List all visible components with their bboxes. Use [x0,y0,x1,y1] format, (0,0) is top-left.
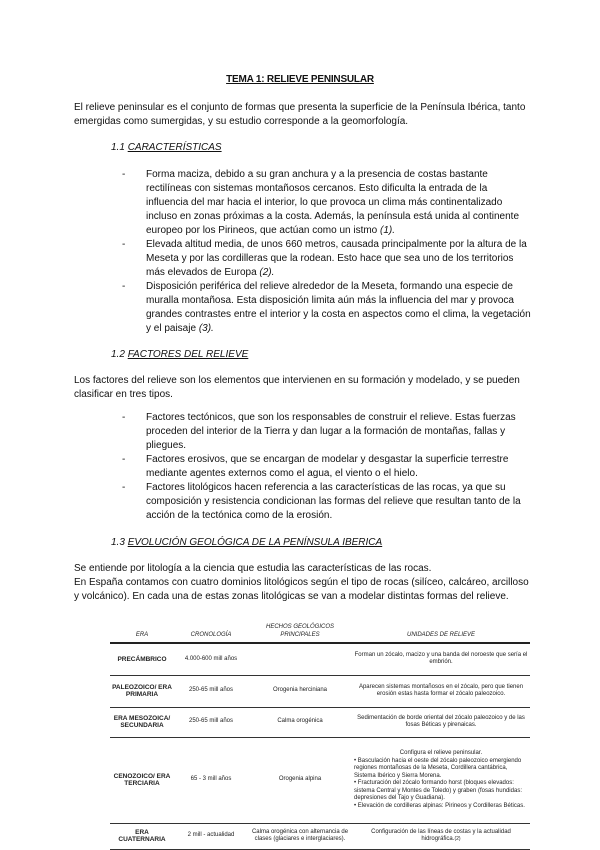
table-cell-era: ERA MESOZOICA/ SECUNDARIA [110,707,174,737]
table-cell-cronologia: 65 - 3 mill años [174,737,248,823]
table-header: HECHOS GEOLÓGICOS PRINCIPALES [248,621,352,643]
caracteristicas-list [122,168,532,336]
section-number: 1.3 [111,537,125,548]
table-cell-cronologia: 4.000-600 mill años [174,643,248,675]
section-heading-caracteristicas [111,142,222,153]
document-title: TEMA 1: RELIEVE PENINSULAR [226,74,374,85]
intro-paragraph: El relieve peninsular es el conjunto de formas que presenta la superficie de la Península Ibérica, tanto emergidas como sumergidas, y su estudio corresponde a la geomorfología. [74,102,526,127]
list-item: • Basculación hacia el oeste del zócalo paleozoico emergiendo regiones montañosas de la Meseta, Cordillera cantábrica, Sistema Ibérico y Sierra Morena. [354,758,528,781]
table-cell-unidades: Configuración de las líneas de costas y la actualidad hidrográfica.$^{(2)}$ [352,823,530,849]
table-header: UNIDADES DE RELIEVE [352,621,530,643]
unidades-list [354,758,528,811]
evolucion-paragraph-1: Se entiende por litología a la ciencia que estudia las características de las rocas. [74,563,432,574]
list-item: • Elevación de cordilleras alpinas: Pirineos y Cordilleras Béticas. [354,803,528,811]
list-item: - Factores tectónicos, que son los responsables de construir el relieve. Estas fuerzas proceden del interior de la Tierra y dan lugar a la formación de montañas, fallas y pliegues. [122,412,516,451]
table-cell-era: PRECÁMBRICO [110,643,174,675]
table-cell-unidades: Aparecen sistemas montañosos en el zócalo, pero que tienen erosión estas hasta formar el zócalo paleozoico. [352,675,530,707]
section-title: EVOLUCIÓN GEOLÓGICA DE LA PENÍNSULA IBERICA [127,537,383,548]
section-number: 1.1 [111,142,125,153]
factores-intro-paragraph: Los factores del relieve son los elementos que intervienen en su formación y modelado, y se pueden clasificar en tres tipos. [74,375,520,400]
list-item: - Factores erosivos, que se encargan de modelar y desgastar la superficie terrestre mediante agentes externos como el agua, el viento o el hielo. [122,454,509,479]
table-cell-era: PALEOZOICO/ ERA PRIMARIA [110,675,174,707]
table-cell-hechos: Orogenia alpina [248,737,352,823]
table-cell-cronologia: 250-65 mill años [174,707,248,737]
list-item: - Factores litológicos hacen referencia a las características de las rocas, ya que su composición y resistencia condicionan las formas del relieve que resultan tanto de la acción de la tectónica como de la erosión. [122,482,521,521]
table-header: ERA [110,621,174,643]
table-cell-cronologia: 2 mill - actualidad [174,823,248,849]
table-cell-hechos: Orogenia herciniana [248,675,352,707]
table-header: CRONOLOGÍA [174,621,248,643]
list-item: - Forma maciza, debido a su gran anchura y a la presencia de costas bastante rectilíneas con sistemas montañosos cercanos. Esto dificulta la entrada de la influencia del mar hacia el interior, lo que provoca un clima más continentalizado incluso en zonas próximas a la costa. Además, la península está unida al continente europeo por los Pirineos, que actúan como un istmo (1). [122,169,520,236]
section-heading-factores [111,349,248,360]
section-heading-evolucion [111,537,382,548]
evolucion-paragraph-2: En España contamos con cuatro dominios litológicos según el tipo de rocas (silíceo, calcáreo, arcilloso y volcánico). En cada una de estas zonas litológicas se van a modelar distintas formas del relieve. [74,577,529,602]
table-cell-hechos: Calma orogénica con alternancia de clases (glaciares e interglaciares). [248,823,352,849]
table-row [110,643,530,675]
table-cell-era: CENOZOICO/ ERA TERCIARIA [110,737,174,823]
table-cell-unidades: Forman un zócalo, macizo y una banda del noroeste que sería el embrión. [352,643,530,675]
table-row [110,737,530,823]
section-title: CARACTERÍSTICAS [127,142,222,153]
table-cell-hechos [248,643,352,675]
table-cell-unidades: Sedimentación de borde oriental del zócalo paleozoico y de las fosas Béticas y pirenaicas. [352,707,530,737]
table-row [110,823,530,849]
list-item: - Elevada altitud media, de unos 660 metros, causada principalmente por la altura de la Meseta y por las cordilleras que la rodean. Esto hace que sea uno de los territorios más elevados de Europa (2). [122,239,527,278]
table-row [110,675,530,707]
section-title: FACTORES DEL RELIEVE [127,349,249,360]
table-cell-hechos: Calma orogénica [248,707,352,737]
table-cell-unidades: Configura el relieve peninsular. • Basculación hacia el oeste del zócalo paleozoico emergiendo regiones montañosas de la Meseta, Cordillera cantábrica, Sistema Ibérico y Sierra Morena. • Fracturación del zócalo formando horst (bloques elevados: sistema Central y Montes de Toledo) y graben (fosas hundidas: depresiones del Tajo y Guadiana). • Elevación de cordilleras alpinas: Pirineos y Cordilleras Béticas. [352,737,530,823]
section-number: 1.2 [111,349,125,360]
table-cell-cronologia: 250-65 mill años [174,675,248,707]
table-row [110,707,530,737]
table-header-row [110,621,530,643]
table-cell-era: ERA CUATERNARIA [110,823,174,849]
list-item: • Fracturación del zócalo formando horst (bloques elevados: sistema Central y Montes de Toledo) y graben (fosas hundidas: depresiones del Tajo y Guadiana). [354,780,528,803]
geologic-eras-table [110,621,530,850]
factores-list [122,411,532,523]
list-item: - Disposición periférica del relieve alrededor de la Meseta, formando una especie de muralla montañosa. Esta disposición limita aún más la influencia del mar y provoca grandes contrastes entre el interior y la costa en aspectos como el clima, la vegetación y el paisaje (3). [122,281,531,334]
